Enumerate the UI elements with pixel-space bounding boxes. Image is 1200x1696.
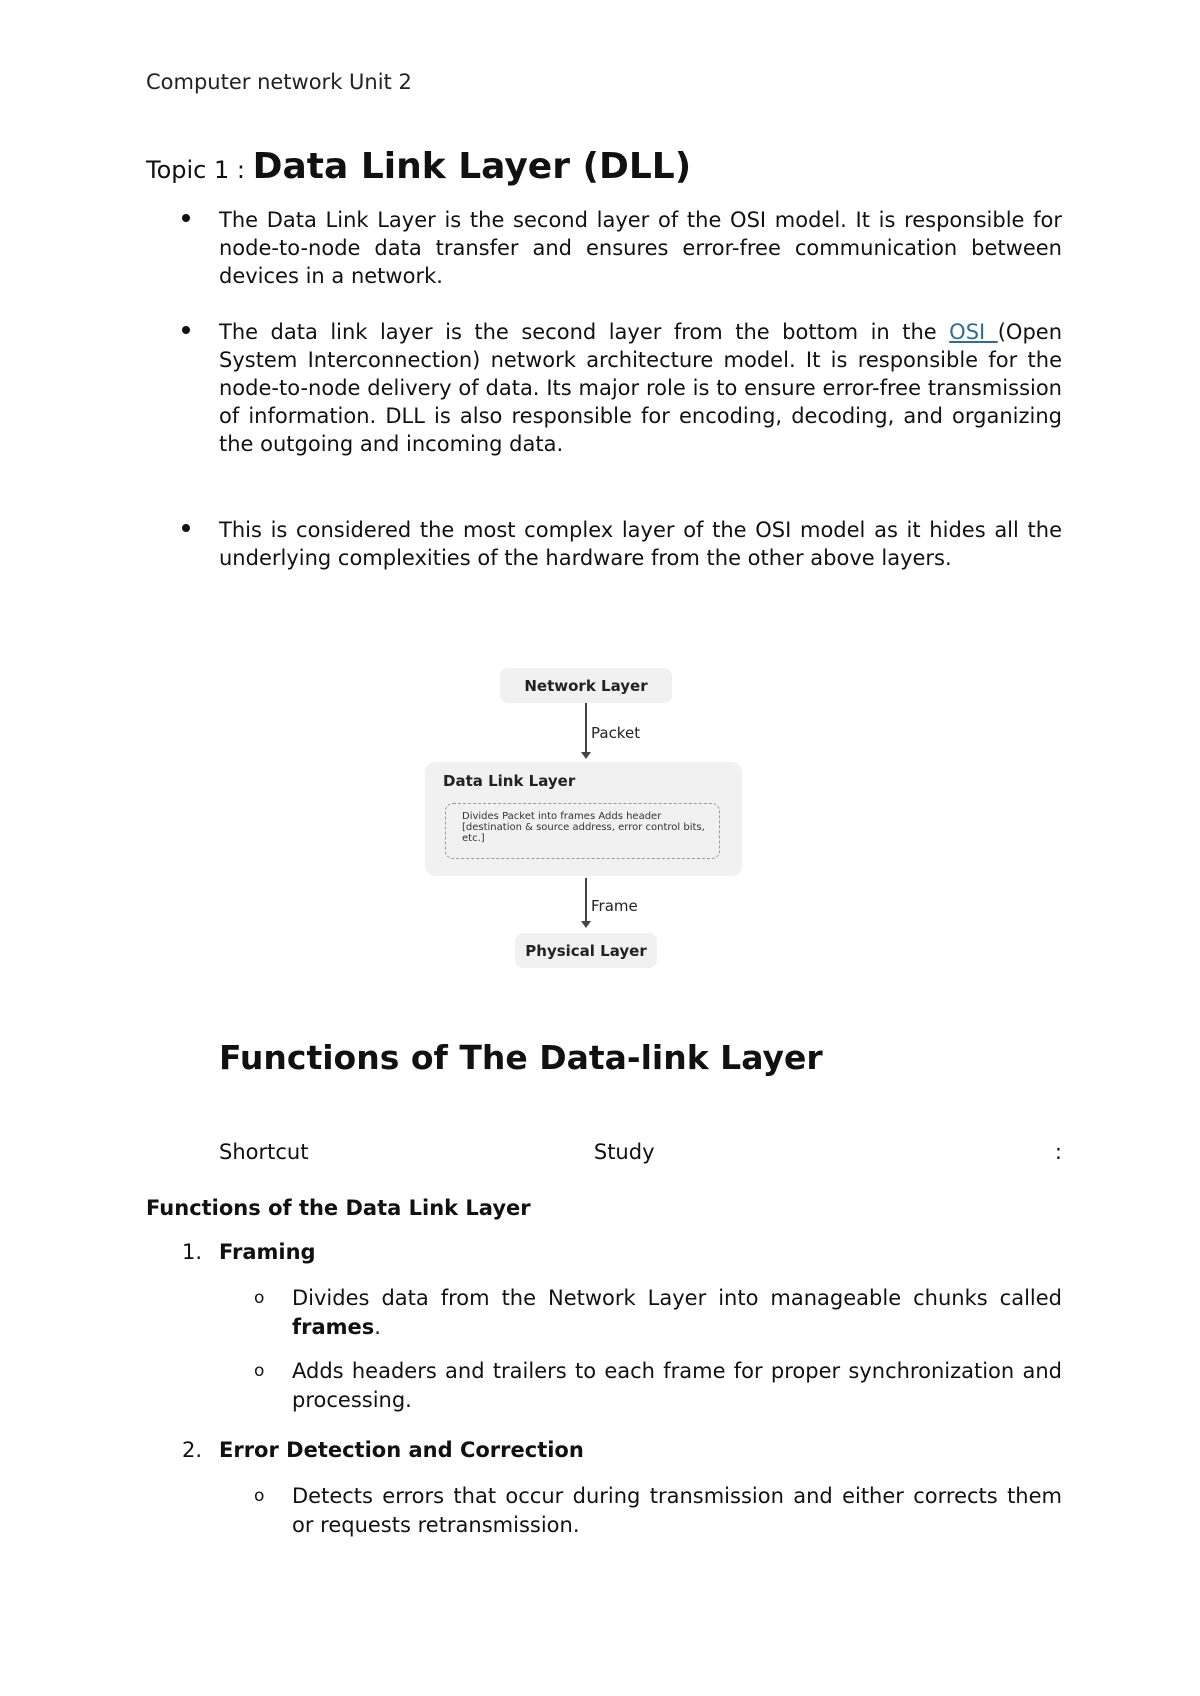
dll-diagram — [420, 668, 750, 973]
physical-layer-box: Physical Layer — [515, 933, 657, 968]
error-detection-point-1: Detects errors that occur during transmission and either corrects them or requests retransmission. — [292, 1484, 1062, 1537]
sub-bullet-marker: o — [254, 1361, 265, 1381]
frames-term: frames — [292, 1315, 375, 1339]
osi-link[interactable]: OSI — [949, 320, 998, 344]
bullet-paragraph-1: The Data Link Layer is the second layer of the OSI model. It is responsible for node-to-node data transfer and ensures error-free communication between devices in a network. — [219, 208, 1062, 288]
bullet-2-text-before: The data link layer is the second layer from the bottom in the — [219, 320, 950, 344]
frame-arrow-line — [585, 878, 587, 922]
data-link-layer-box — [425, 762, 742, 876]
shortcut-text: Shortcut — [219, 1140, 309, 1164]
bullet-paragraph-2 — [219, 318, 1062, 458]
bullet-2-text-after: (Open System Interconnection) network architecture model. It is responsible for the node-to-node delivery of data. Its major role is to ensure error-free transmission of information. DLL is also responsible for encoding, decoding, and organizing the outgoing and incoming data. — [219, 320, 1063, 456]
dll-description-box: Divides Packet into frames Adds header [destination & source address, error control bits, etc.] — [445, 803, 720, 859]
framing-point-1-text: Divides data from the Network Layer into manageable chunks called — [292, 1286, 1062, 1310]
colon-text: : — [1054, 1140, 1062, 1164]
bullet-dot — [181, 523, 193, 535]
sub-bullet-marker: o — [254, 1288, 265, 1308]
bullet-dot — [181, 325, 193, 337]
sub-bullet-marker: o — [254, 1486, 265, 1506]
bullet-dot — [181, 213, 193, 225]
function-title-error-detection: Error Detection and Correction — [219, 1438, 584, 1462]
packet-arrow-head — [581, 752, 591, 759]
topic-heading — [146, 146, 691, 187]
bullet-paragraph-3: This is considered the most complex layer of the OSI model as it hides all the underlying complexities of the hardware from the other above layers. — [219, 518, 1062, 570]
frame-label: Frame — [591, 897, 638, 915]
page-header: Computer network Unit 2 — [146, 70, 412, 94]
frame-arrow-head — [581, 921, 591, 928]
topic-prefix: Topic 1 : — [146, 156, 253, 184]
framing-point-2: Adds headers and trailers to each frame for proper synchronization and processing. — [292, 1359, 1062, 1412]
network-layer-box: Network Layer — [500, 668, 672, 703]
study-text: Study — [593, 1140, 655, 1164]
framing-point-1-end: . — [374, 1315, 381, 1339]
framing-point-1 — [292, 1284, 1062, 1342]
dll-box-title: Data Link Layer — [443, 772, 576, 790]
list-number-1: 1. — [182, 1240, 203, 1264]
function-title-framing: Framing — [219, 1240, 316, 1264]
packet-arrow-line — [585, 703, 587, 753]
functions-subheading: Functions of the Data Link Layer — [146, 1196, 531, 1220]
topic-title: Data Link Layer (DLL) — [252, 146, 692, 187]
list-number-2: 2. — [182, 1438, 203, 1462]
shortcut-row — [219, 1140, 1062, 1164]
functions-heading: Functions of The Data-link Layer — [219, 1038, 823, 1077]
packet-label: Packet — [591, 724, 641, 742]
